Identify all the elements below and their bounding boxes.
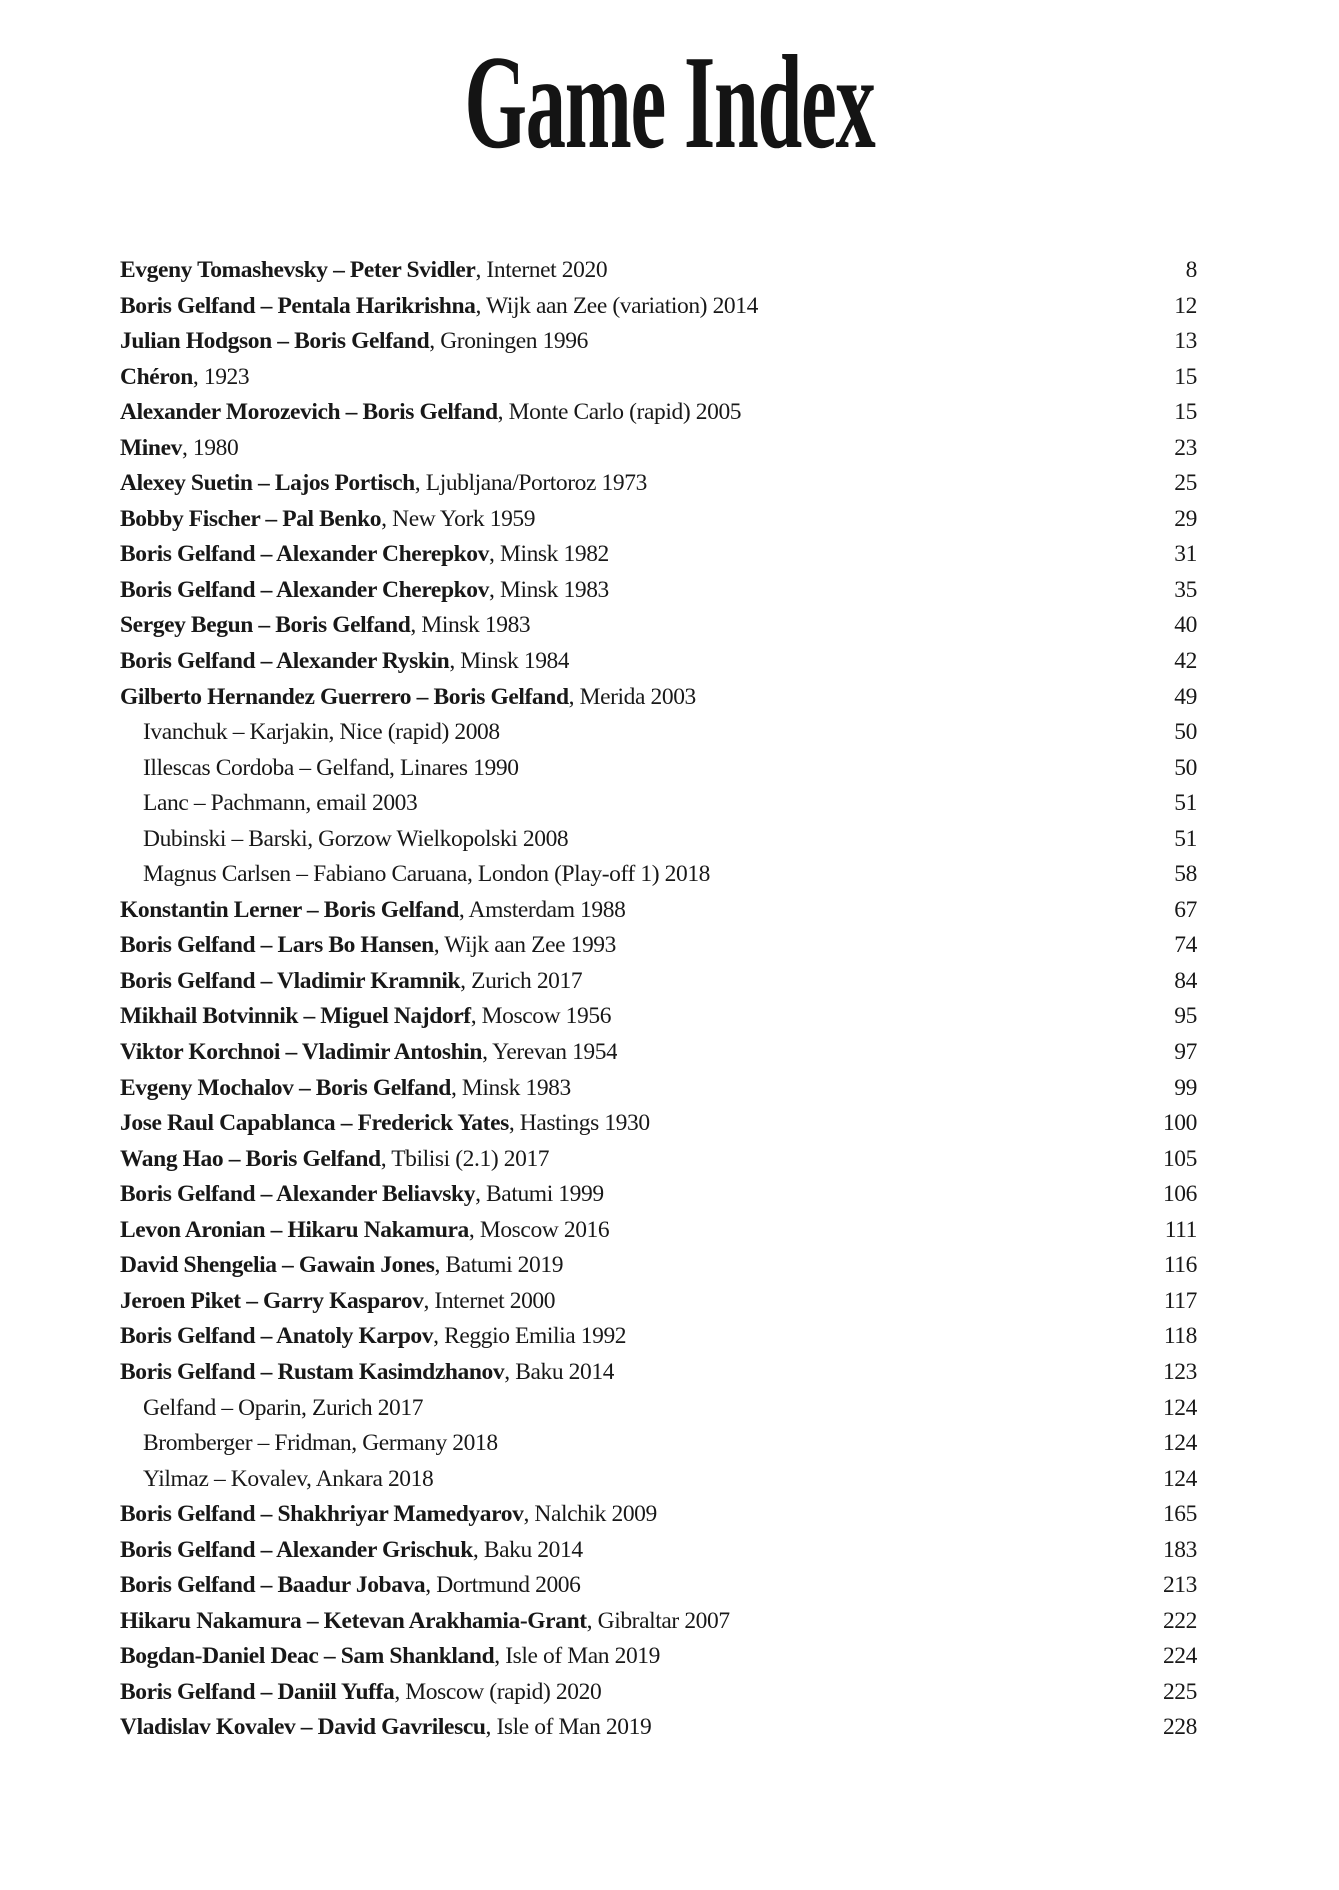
entry-players: Boris Gelfand – Pentala Harikrishna [120, 292, 476, 319]
entry-venue: Illescas Cordoba – Gelfand, Linares 1990 [143, 754, 519, 781]
entry-venue: , Minsk 1983 [489, 576, 609, 603]
entry-text [120, 293, 758, 320]
entry-venue: , Monte Carlo (rapid) 2005 [497, 399, 742, 426]
entry-page-number: 106 [1162, 1181, 1197, 1208]
index-entry [120, 1359, 1197, 1395]
entry-page-number: 105 [1162, 1145, 1197, 1172]
entry-players: Chéron [120, 363, 193, 390]
entry-venue: , Amsterdam 1988 [458, 896, 626, 923]
entry-players: Julian Hodgson – Boris Gelfand [120, 328, 430, 355]
entry-players: Evgeny Tomashevsky – Peter Svidler [120, 257, 476, 283]
entry-text [120, 1359, 614, 1386]
index-entry [120, 612, 1197, 648]
entry-venue: Lanc – Pachmann, email 2003 [143, 790, 418, 817]
entry-page-number: 40 [1174, 612, 1197, 639]
entry-players: Boris Gelfand – Shakhriyar Mamedyarov [120, 1501, 524, 1528]
entry-venue: , Moscow 1956 [470, 1003, 612, 1030]
entry-text [120, 257, 607, 284]
index-entry [120, 1288, 1197, 1324]
entry-venue: , Baku 2014 [472, 1536, 583, 1563]
index-entry [120, 328, 1197, 364]
entry-page-number: 51 [1174, 790, 1197, 817]
index-entry [120, 790, 1197, 826]
entry-page-number: 118 [1163, 1323, 1197, 1350]
entry-players: Bogdan-Daniel Deac – Sam Shankland [120, 1643, 495, 1670]
entry-text [120, 1466, 433, 1493]
entry-text [120, 1039, 617, 1066]
index-entry [120, 577, 1197, 613]
entry-players: Evgeny Mochalov – Boris Gelfand [120, 1074, 451, 1101]
index-entry [120, 1608, 1197, 1644]
entry-page-number: 100 [1162, 1110, 1197, 1137]
entry-venue: , Ljubljana/Portoroz 1973 [414, 470, 647, 497]
index-entry [120, 861, 1197, 897]
index-entry [120, 826, 1197, 862]
entry-players: Boris Gelfand – Lars Bo Hansen [120, 932, 434, 959]
entry-page-number: 25 [1174, 470, 1197, 497]
entry-venue: , Isle of Man 2019 [494, 1643, 661, 1670]
entry-page-number: 165 [1162, 1501, 1197, 1528]
entry-venue: Yilmaz – Kovalev, Ankara 2018 [143, 1465, 434, 1492]
entry-venue: , 1980 [181, 434, 239, 461]
entry-venue: , Minsk 1984 [449, 648, 570, 675]
entry-text [120, 364, 249, 391]
index-entry [120, 1714, 1197, 1750]
entry-page-number: 224 [1162, 1643, 1197, 1670]
entry-page-number: 95 [1174, 1003, 1197, 1030]
entry-players: Konstantin Lerner – Boris Gelfand [120, 896, 459, 923]
entry-page-number: 50 [1174, 719, 1197, 746]
entry-players: Levon Aronian – Hikaru Nakamura [120, 1216, 469, 1243]
entry-venue: , Dortmund 2006 [425, 1572, 581, 1599]
entry-venue: , Wijk aan Zee (variation) 2014 [475, 292, 758, 319]
entry-page-number: 111 [1164, 1216, 1197, 1243]
index-entry [120, 1323, 1197, 1359]
entry-text [120, 1217, 609, 1244]
index-entry [120, 257, 1197, 293]
entry-text [120, 1572, 581, 1599]
entry-venue: , Batumi 1999 [475, 1181, 604, 1208]
entry-venue: , Gibraltar 2007 [586, 1607, 730, 1634]
index-entry [120, 755, 1197, 791]
entry-text [120, 506, 535, 533]
entry-page-number: 84 [1174, 967, 1197, 994]
entry-page-number: 228 [1162, 1714, 1197, 1741]
entry-page-number: 8 [1185, 257, 1197, 283]
entry-text [120, 684, 696, 711]
entry-page-number: 13 [1174, 328, 1197, 355]
entry-text [120, 1252, 563, 1279]
index-entry [120, 1146, 1197, 1182]
entry-venue: , New York 1959 [381, 505, 536, 532]
entry-venue: , 1923 [192, 363, 250, 390]
entry-venue: , Hastings 1930 [508, 1110, 650, 1137]
entry-players: Sergey Begun – Boris Gelfand [120, 612, 411, 639]
entry-players: Boris Gelfand – Anatoly Karpov [120, 1323, 434, 1350]
index-entry [120, 932, 1197, 968]
entry-page-number: 15 [1174, 363, 1197, 390]
entry-page-number: 213 [1162, 1572, 1197, 1599]
entry-page-number: 58 [1174, 861, 1197, 888]
entry-text [120, 790, 417, 817]
index-entry [120, 1110, 1197, 1146]
index-entry [120, 1217, 1197, 1253]
entry-venue: , Wijk aan Zee 1993 [433, 932, 617, 959]
entry-players: Boris Gelfand – Alexander Cherepkov [120, 576, 489, 603]
entry-text [120, 1146, 549, 1173]
entry-venue: , Isle of Man 2019 [485, 1714, 652, 1741]
entry-venue: , Moscow 2016 [468, 1216, 610, 1243]
index-entry [120, 435, 1197, 471]
entry-page-number: 35 [1174, 576, 1197, 603]
index-entry [120, 719, 1197, 755]
entry-text [120, 541, 609, 568]
entry-page-number: 116 [1163, 1252, 1197, 1279]
entry-page-number: 225 [1162, 1678, 1197, 1705]
entry-venue: , Reggio Emilia 1992 [433, 1323, 627, 1350]
entry-venue: , Minsk 1983 [410, 612, 531, 639]
entry-page-number: 31 [1174, 541, 1197, 568]
entry-page-number: 42 [1174, 648, 1197, 675]
entry-players: Boris Gelfand – Baadur Jobava [120, 1572, 426, 1599]
entry-venue: , Internet 2000 [423, 1287, 556, 1314]
entry-players: Vladislav Kovalev – David Gavrilescu [120, 1714, 486, 1741]
entry-page-number: 74 [1174, 932, 1197, 959]
entry-text [120, 1110, 650, 1137]
entry-page-number: 123 [1162, 1358, 1197, 1385]
entry-text [120, 897, 625, 924]
entry-page-number: 183 [1162, 1536, 1197, 1563]
index-entry [120, 1252, 1197, 1288]
entry-page-number: 50 [1174, 754, 1197, 781]
entry-text [120, 826, 568, 853]
entry-players: Boris Gelfand – Vladimir Kramnik [120, 967, 461, 994]
entry-venue: , Internet 2020 [475, 257, 608, 283]
entry-page-number: 15 [1174, 399, 1197, 426]
entry-page-number: 12 [1174, 292, 1197, 319]
entry-text [120, 1679, 601, 1706]
entry-venue: , Baku 2014 [504, 1358, 615, 1385]
entry-players: Viktor Korchnoi – Vladimir Antoshin [120, 1039, 483, 1066]
index-entry [120, 1003, 1197, 1039]
entry-text [120, 612, 530, 639]
entry-venue: , Nalchik 2009 [523, 1501, 657, 1528]
entry-venue: Magnus Carlsen – Fabiano Caruana, London (Play-off 1) 2018 [143, 861, 711, 888]
index-entry [120, 364, 1197, 400]
entry-venue: , Zurich 2017 [460, 967, 583, 994]
entry-players: Boris Gelfand – Alexander Grischuk [120, 1536, 473, 1563]
entry-page-number: 97 [1174, 1039, 1197, 1066]
entry-players: Hikaru Nakamura – Ketevan Arakhamia-Grant [120, 1607, 587, 1634]
entry-venue: , Moscow (rapid) 2020 [394, 1678, 602, 1705]
entry-venue: , Yerevan 1954 [482, 1039, 618, 1066]
entry-players: Boris Gelfand – Daniil Yuffa [120, 1678, 395, 1705]
index-entry [120, 293, 1197, 329]
entry-venue: Gelfand – Oparin, Zurich 2017 [143, 1394, 424, 1421]
entry-venue: , Merida 2003 [568, 683, 696, 710]
entry-text [120, 968, 582, 995]
entry-venue: , Batumi 2019 [434, 1252, 564, 1279]
index-entry [120, 1039, 1197, 1075]
entry-text [120, 719, 500, 746]
entry-text [120, 1643, 660, 1670]
entry-text [120, 1288, 555, 1315]
entry-text [120, 1003, 611, 1030]
entry-page-number: 124 [1162, 1465, 1197, 1492]
entry-page-number: 99 [1174, 1074, 1197, 1101]
entry-text [120, 577, 609, 604]
entry-players: Jose Raul Capablanca – Frederick Yates [120, 1110, 509, 1137]
entry-text [120, 1075, 571, 1102]
entry-text [120, 648, 569, 675]
entry-players: Wang Hao – Boris Gelfand [120, 1145, 381, 1172]
entry-page-number: 51 [1174, 825, 1197, 852]
entry-venue: Bromberger – Fridman, Germany 2018 [143, 1430, 498, 1457]
entry-venue: , Groningen 1996 [429, 328, 588, 355]
entry-players: David Shengelia – Gawain Jones [120, 1252, 435, 1279]
index-entry [120, 1395, 1197, 1431]
index-entry [120, 1537, 1197, 1573]
entry-page-number: 124 [1162, 1430, 1197, 1457]
index-entry [120, 968, 1197, 1004]
index-entry [120, 399, 1197, 435]
index-entry [120, 1430, 1197, 1466]
entry-text [120, 1714, 651, 1741]
entry-page-number: 29 [1174, 505, 1197, 532]
entry-players: Bobby Fischer – Pal Benko [120, 505, 382, 532]
index-entry [120, 541, 1197, 577]
entry-text [120, 861, 710, 888]
entry-players: Alexey Suetin – Lajos Portisch [120, 470, 415, 497]
entry-text [120, 399, 741, 426]
entry-text [120, 755, 519, 782]
page-title: Game Index [464, 28, 875, 176]
entry-venue: , Minsk 1982 [489, 541, 609, 568]
entry-text [120, 1501, 657, 1528]
entry-venue: , Minsk 1983 [450, 1074, 571, 1101]
entry-players: Alexander Morozevich – Boris Gelfand [120, 399, 498, 426]
index-entry [120, 648, 1197, 684]
index-entry [120, 897, 1197, 933]
index-entry [120, 470, 1197, 506]
index-entry [120, 506, 1197, 542]
index-entry [120, 1572, 1197, 1608]
game-index-list [120, 257, 1197, 1750]
entry-venue: Ivanchuk – Karjakin, Nice (rapid) 2008 [143, 719, 500, 746]
entry-page-number: 49 [1174, 683, 1197, 710]
entry-text [120, 1430, 498, 1457]
entry-players: Boris Gelfand – Alexander Beliavsky [120, 1181, 476, 1208]
entry-text [120, 1608, 730, 1635]
entry-text [120, 1537, 583, 1564]
entry-players: Boris Gelfand – Rustam Kasimdzhanov [120, 1358, 505, 1385]
index-entry [120, 1501, 1197, 1537]
entry-players: Boris Gelfand – Alexander Cherepkov [120, 541, 489, 568]
index-entry [120, 1075, 1197, 1111]
entry-text [120, 1181, 604, 1208]
index-entry [120, 1643, 1197, 1679]
entry-text [120, 1323, 626, 1350]
entry-text [120, 470, 647, 497]
entry-text [120, 328, 588, 355]
entry-venue: Dubinski – Barski, Gorzow Wielkopolski 2008 [143, 825, 569, 852]
index-entry [120, 1679, 1197, 1715]
entry-page-number: 124 [1162, 1394, 1197, 1421]
entry-page-number: 222 [1162, 1607, 1197, 1634]
entry-players: Minev [120, 434, 182, 461]
entry-page-number: 23 [1174, 434, 1197, 461]
entry-players: Boris Gelfand – Alexander Ryskin [120, 648, 450, 675]
entry-page-number: 67 [1174, 896, 1197, 923]
entry-players: Gilberto Hernandez Guerrero – Boris Gelfand [120, 683, 569, 710]
entry-players: Jeroen Piket – Garry Kasparov [120, 1287, 424, 1314]
entry-players: Mikhail Botvinnik – Miguel Najdorf [120, 1003, 471, 1030]
entry-page-number: 117 [1163, 1287, 1197, 1314]
entry-venue: , Tbilisi (2.1) 2017 [380, 1145, 550, 1172]
index-entry [120, 684, 1197, 720]
entry-text [120, 1395, 423, 1422]
entry-text [120, 435, 238, 462]
index-entry [120, 1466, 1197, 1502]
entry-text [120, 932, 616, 959]
index-entry [120, 1181, 1197, 1217]
